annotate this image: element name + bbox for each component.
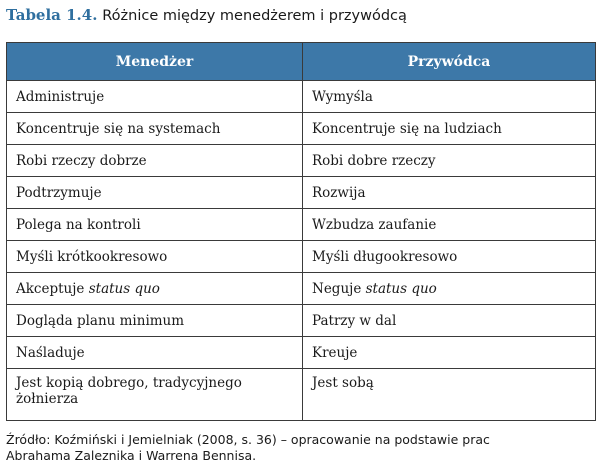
table-row <box>7 241 596 273</box>
leader-cell: Robi dobre rzeczy <box>303 145 596 177</box>
leader-cell: Wzbudza zaufanie <box>303 209 596 241</box>
source-line: Abrahama Zaleznika i Warrena Bennisa. <box>6 448 257 463</box>
cell-text: Neguje <box>312 280 366 297</box>
table-row <box>7 209 596 241</box>
comparison-table <box>6 42 596 421</box>
cell-emphasis: status quo <box>365 280 437 297</box>
leader-cell: Patrzy w dal <box>303 305 596 337</box>
manager-cell: Robi rzeczy dobrze <box>7 145 303 177</box>
cell-text: Akceptuje <box>16 280 89 297</box>
leader-cell: Koncentruje się na ludziach <box>303 113 596 145</box>
manager-cell: Polega na kontroli <box>7 209 303 241</box>
header-row <box>7 43 596 81</box>
table-title: Różnice między menedżerem i przywódcą <box>102 8 407 24</box>
leader-cell <box>303 273 596 305</box>
table-number: Tabela 1.4. <box>6 6 98 24</box>
table-row <box>7 113 596 145</box>
manager-cell: Dogląda planu minimum <box>7 305 303 337</box>
leader-cell: Rozwija <box>303 177 596 209</box>
leader-cell: Myśli długookresowo <box>303 241 596 273</box>
source-note <box>6 432 490 464</box>
table-row <box>7 145 596 177</box>
table-row <box>7 337 596 369</box>
manager-cell: Administruje <box>7 81 303 113</box>
table-row <box>7 305 596 337</box>
column-header-leader: Przywódca <box>303 43 596 81</box>
leader-cell: Jest sobą <box>303 369 596 421</box>
cell-emphasis: status quo <box>88 280 160 297</box>
column-header-manager: Menedżer <box>7 43 303 81</box>
source-line: Źródło: Koźmiński i Jemielniak (2008, s. 36) – opracowanie na podstawie prac <box>6 432 490 447</box>
table-row <box>7 177 596 209</box>
manager-cell: Koncentruje się na systemach <box>7 113 303 145</box>
table-row <box>7 273 596 305</box>
manager-cell: Jest kopią dobrego, tradycyjnego żołnierza <box>7 369 303 421</box>
leader-cell: Kreuje <box>303 337 596 369</box>
table-row <box>7 81 596 113</box>
manager-cell <box>7 273 303 305</box>
manager-cell: Naśladuje <box>7 337 303 369</box>
table-caption <box>6 5 407 26</box>
leader-cell: Wymyśla <box>303 81 596 113</box>
manager-cell: Myśli krótkookresowo <box>7 241 303 273</box>
manager-cell: Podtrzymuje <box>7 177 303 209</box>
table-row <box>7 369 596 421</box>
